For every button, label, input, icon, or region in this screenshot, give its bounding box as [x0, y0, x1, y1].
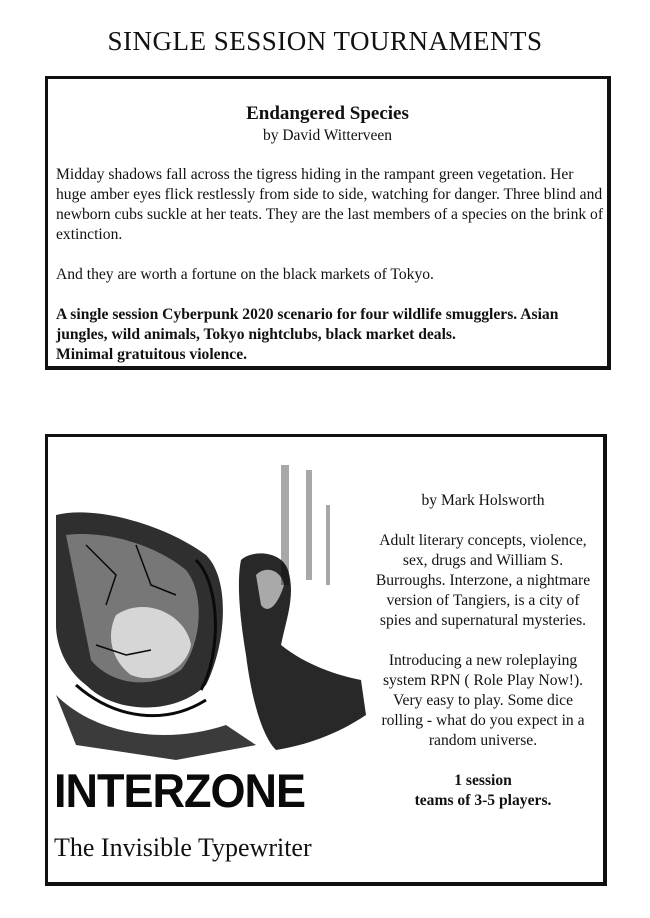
session-info: 1 session — [454, 772, 512, 789]
entry-author: by David Witterveen — [262, 127, 393, 144]
product-subtitle: The Invisible Typewriter — [54, 833, 312, 862]
entry-author: by Mark Holsworth — [421, 492, 545, 509]
entry-paragraph: Adult literary concepts, violence, sex, drugs and William S. Burroughs. Interzone, a nightmare version of Tangiers, is a city of spies and supernatural mysteries. — [375, 532, 591, 629]
team-info: teams of 3-5 players. — [414, 792, 552, 809]
product-title: INTERZONE — [54, 763, 306, 818]
entry-paragraph: And they are worth a fortune on the black markets of Tokyo. — [56, 266, 434, 283]
entry-endangered-species — [45, 76, 611, 370]
entry-body — [56, 165, 606, 365]
brain-hand-illustration — [56, 445, 376, 765]
entry-paragraph: Introducing a new roleplaying system RPN ( Role Play Now!). Very easy to play. Some dice rolling - what do you expect in a random universe. — [381, 652, 585, 749]
entry-summary — [56, 305, 606, 365]
entry-interzone — [45, 434, 607, 886]
summary-line: A single session Cyberpunk 2020 scenario for four wildlife smugglers. Asian jungles, wild animals, Tokyo nightclubs, black market deals. — [56, 306, 559, 343]
page-title: SINGLE SESSION TOURNAMENTS — [107, 26, 543, 56]
summary-line: Minimal gratuitous violence. — [56, 346, 248, 363]
entry-description — [373, 491, 593, 811]
entry-title: Endangered Species — [246, 103, 409, 124]
entry-paragraph: Midday shadows fall across the tigress hiding in the rampant green vegetation. Her huge amber eyes flick restlessly from side to side, watching for danger. Three blind and newborn cubs suckle at her teats. They are the last members of a species on the brink of extinction. — [56, 166, 604, 243]
